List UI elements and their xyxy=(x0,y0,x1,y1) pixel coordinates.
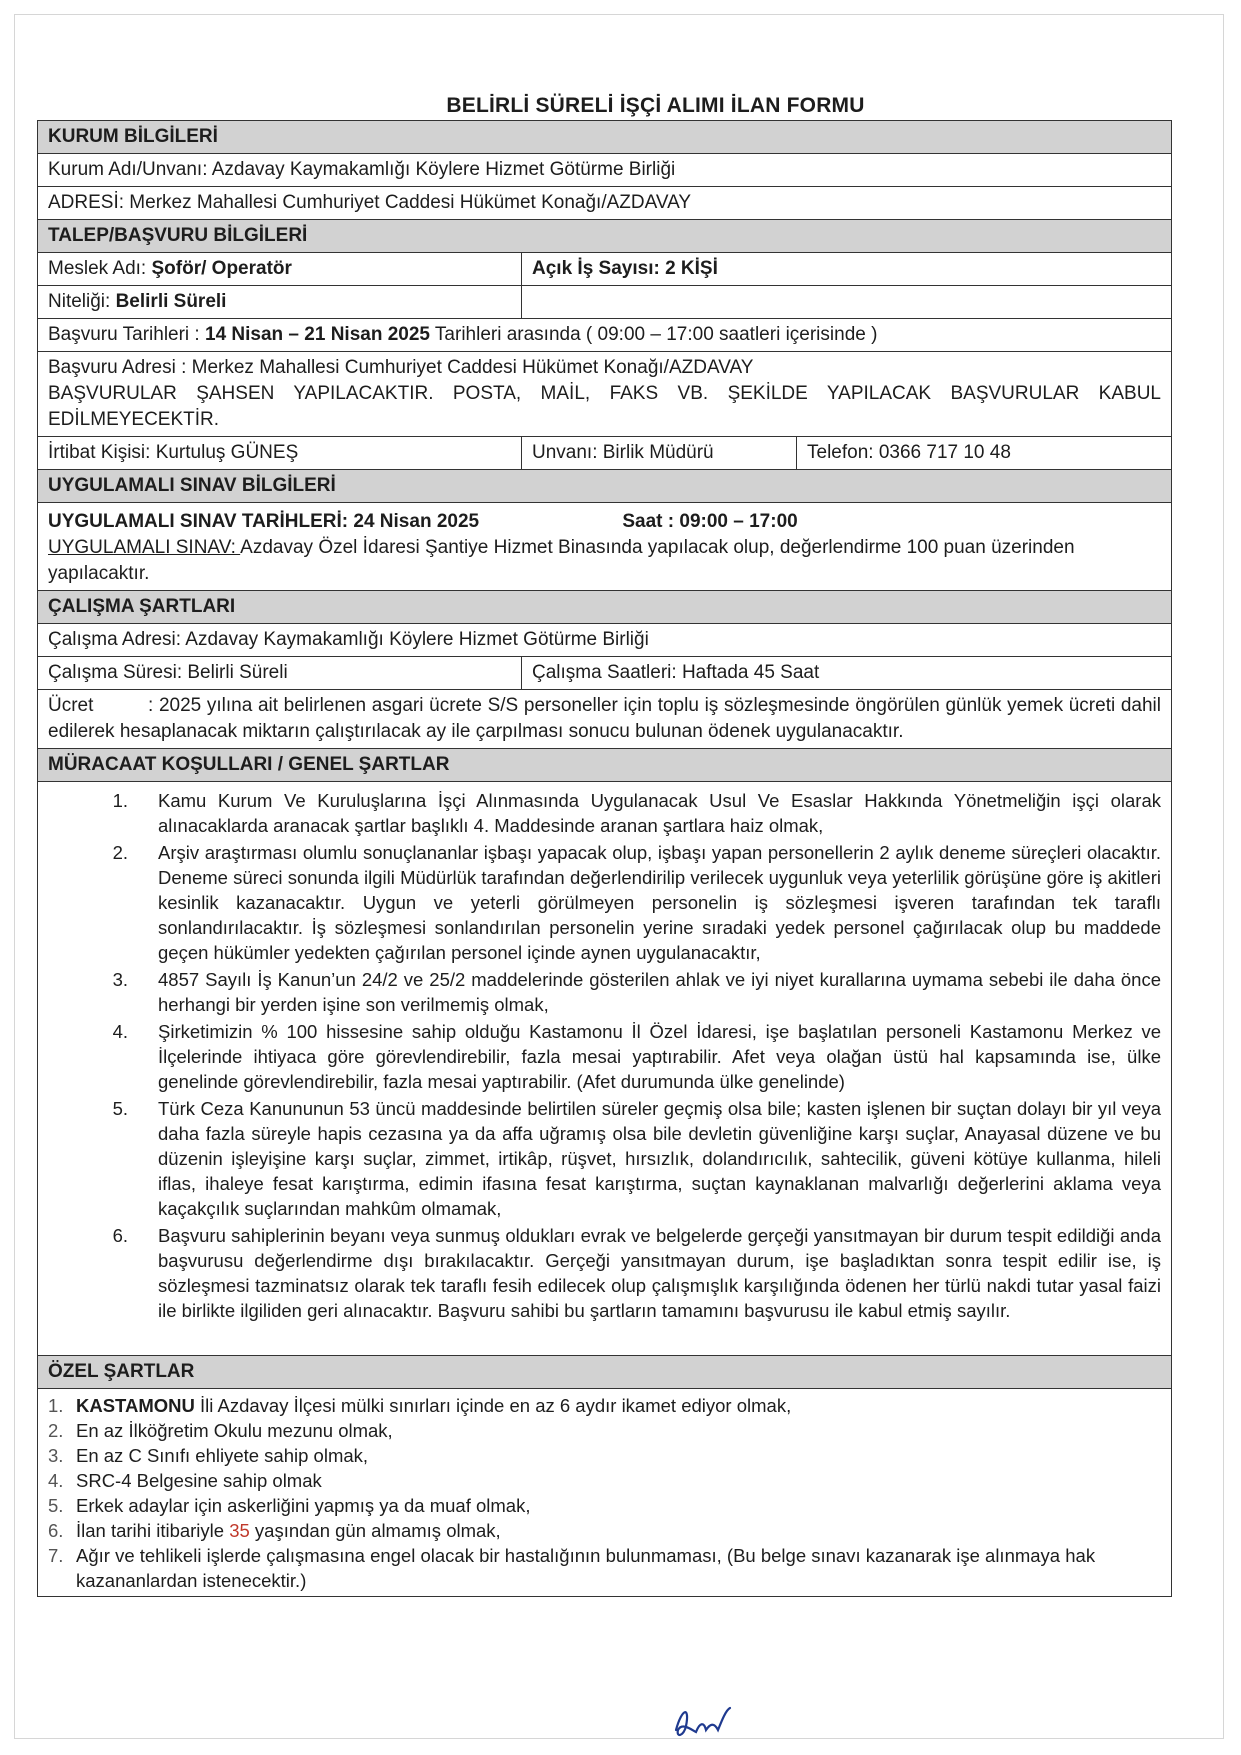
ozel-il: KASTAMONU xyxy=(76,1395,195,1416)
sinav-aciklama-label: UYGULAMALI SINAV: xyxy=(48,537,241,558)
empty-cell xyxy=(522,286,1171,318)
nitelik-cell xyxy=(38,286,522,318)
basvuru-tarihleri xyxy=(37,319,1172,352)
nitelik-row xyxy=(37,286,1172,319)
list-item: 6. Başvuru sahiplerinin beyanı veya sunmuş oldukları evrak ve belgelerde gerçeği yansıtmayan bir durum tespit edildiği anda başvurusu değerlendirme dışı bırakılacaktır. Gerçeği yansıtmayan durum, işe başladıktan sonra tespit edilir ise, iş sözleşmesi tazminatsız olarak tek taraflı fesih edilecek olup çalışmışlık karşılığında ödenen her türlü nakdi tutar yasal faizi ile birlikte ilgiliden geri alınacaktır. Başvuru sahibi bu şartların tamamını başvurusu ile kabul etmiş sayılır. xyxy=(112,1225,1161,1321)
tarih-suffix: Tarihleri arasında ( 09:00 – 17:00 saatleri içerisinde ) xyxy=(429,324,878,345)
list-item: 4. SRC-4 Belgesine sahip olmak xyxy=(48,1470,322,1491)
muracaat-list xyxy=(37,782,1172,1356)
irtibat-kisisi: İrtibat Kişisi: Kurtuluş GÜNEŞ xyxy=(38,437,522,469)
sinav-aciklama-line xyxy=(48,535,1161,587)
calisma-suresi: Çalışma Süresi: Belirli Süreli xyxy=(38,657,522,689)
section-header-sinav: UYGULAMALI SINAV BİLGİLERİ xyxy=(37,470,1172,503)
irtibat-unvan: Unvanı: Birlik Müdürü xyxy=(522,437,797,469)
tarih-label: Başvuru Tarihleri : xyxy=(48,324,205,345)
list-item: 5. Erkek adaylar için askerliğini yapmış ya da muaf olmak, xyxy=(48,1495,531,1516)
list-item: 2. En az İlköğretim Okulu mezunu olmak, xyxy=(48,1420,393,1441)
basvuru-uyari: BAŞVURULAR ŞAHSEN YAPILACAKTIR. POSTA, MAİL, FAKS VB. ŞEKİLDE YAPILACAK BAŞVURULAR KABUL EDİLMEYECEKTİR. xyxy=(48,383,1161,430)
yas-siniri: 35 xyxy=(229,1520,250,1541)
nitelik-value: Belirli Süreli xyxy=(115,291,227,312)
sinav-tarihi: UYGULAMALI SINAV TARİHLERİ: 24 Nisan 2025 xyxy=(48,511,480,532)
basvuru-adresi-block xyxy=(37,352,1172,437)
ucret-row xyxy=(37,690,1172,749)
basvuru-adresi: Başvuru Adresi : Merkez Mahallesi Cumhuriyet Caddesi Hükümet Konağı/AZDAVAY xyxy=(48,357,754,378)
ozel-list xyxy=(37,1389,1172,1597)
sinav-saat: Saat : 09:00 – 17:00 xyxy=(622,511,798,532)
irtibat-telefon: Telefon: 0366 717 10 48 xyxy=(807,442,1011,463)
form-sheet xyxy=(37,120,1172,1597)
list-item: 6. İlan tarihi itibariyle 35 yaşından gün almamış olmak, xyxy=(48,1520,501,1541)
section-header-ozel: ÖZEL ŞARTLAR xyxy=(37,1356,1172,1389)
list-item: 1. KASTAMONU İli Azdavay İlçesi mülki sınırları içinde en az 6 aydır ikamet ediyor olmak, xyxy=(48,1395,792,1416)
section-header-muracaat: MÜRACAAT KOŞULLARI / GENEL ŞARTLAR xyxy=(37,749,1172,782)
ucret-text: : 2025 yılına ait belirlenen asgari ücrete S/S personeller için toplu iş sözleşmesinde öngörülen günlük yemek ücreti dahil edilerek hesaplanacak miktarın çalıştırılacak ay ile çarpılması sonucu bulunan ödenek uygulanacaktır. xyxy=(48,695,1161,742)
section-header-talep: TALEP/BAŞVURU BİLGİLERİ xyxy=(37,220,1172,253)
nitelik-label: Niteliği: xyxy=(48,291,116,312)
list-item: 3. En az C Sınıfı ehliyete sahip olmak, xyxy=(48,1445,369,1466)
irtibat-row xyxy=(37,437,1172,470)
meslek-label: Meslek Adı: xyxy=(48,258,152,279)
list-item: 2. Arşiv araştırması olumlu sonuçlananlar işbaşı yapacak olup, işbaşı yapan personellerin 2 aylık deneme süreçleri olacaktır. Deneme süreci sonunda ilgili Müdürlük tarafından değerlendirilip verilecek uygunluk veya yeterlilik görüşüne göre iş akitleri kesinlik kazanacaktır. Uygun ve yeterli görülmeyen personelin iş sözleşmesi işveren tarafından tek taraflı sonlandırılacaktır. İş sözleşmesi sonlandırılan personelin yerine sıradaki yedek personel çağırılacak olup bu maddede geçen hükümler yedekten çağırılan personel içinde aynen uygulanacaktır, xyxy=(112,842,1161,963)
section-header-calisma: ÇALIŞMA ŞARTLARI xyxy=(37,591,1172,624)
meslek-cell xyxy=(38,253,522,285)
list-item: 5. Türk Ceza Kanununun 53 üncü maddesinde belirtilen süreler geçmiş olsa bile; kasten işlenen bir suçtan dolayı bir yıl veya daha fazla süreyle hapis cezasına ya da affa uğramış olsa bile devletin güvenliğine karşı suçlar, Anayasal düzene ve bu düzenin işleyişine karşı suçlar, zimmet, irtikâp, rüşvet, hırsızlık, dolandırıcılık, sahtecilik, güveni kötüye kullanma, hileli iflas, ihaleye fesat karıştırma, edimin ifasına fesat karıştırma, suçtan kaynaklanan malvarlığı değerlerini aklama veya kaçakçılık suçlarından mahkûm olmamak, xyxy=(112,1098,1161,1219)
meslek-row xyxy=(37,253,1172,286)
acik-is-sayisi: Açık İş Sayısı: 2 KİŞİ xyxy=(532,258,718,279)
sinav-block xyxy=(37,503,1172,591)
calisma-adresi: Çalışma Adresi: Azdavay Kaymakamlığı Köylere Hizmet Götürme Birliği xyxy=(37,624,1172,657)
acik-is-cell xyxy=(522,253,1171,285)
list-item: 3. 4857 Sayılı İş Kanun’un 24/2 ve 25/2 maddelerinde gösterilen ahlak ve iyi niyet kurallarına uymama sebebi ile daha önce herhangi bir yerden işine son verilmemiş olmak, xyxy=(112,969,1161,1015)
calisma-saatleri: Çalışma Saatleri: Haftada 45 Saat xyxy=(532,662,820,683)
list-item: 1. Kamu Kurum Ve Kuruluşlarına İşçi Alınmasında Uygulanacak Usul Ve Esaslar Hakkında Yönetmeliğin işçi olarak alınacaklarda aranacak şartlar başlıklı 4. Maddesinde aranan şartlara haiz olmak, xyxy=(112,790,1161,836)
kurum-adi: Kurum Adı/Unvanı: Azdavay Kaymakamlığı Köylere Hizmet Götürme Birliği xyxy=(37,154,1172,187)
signature-mark xyxy=(668,1700,748,1744)
document-title: BELİRLİ SÜRELİ İŞÇİ ALIMI İLAN FORMU xyxy=(446,94,865,117)
kurum-adres: ADRESİ: Merkez Mahallesi Cumhuriyet Caddesi Hükümet Konağı/AZDAVAY xyxy=(37,187,1172,220)
sinav-aciklama: Azdavay Özel İdaresi Şantiye Hizmet Binasında yapılacak olup, değerlendirme 100 puan üzerinden yapılacaktır. xyxy=(48,537,1075,584)
section-header-kurum: KURUM BİLGİLERİ xyxy=(37,120,1172,154)
tarih-value: 14 Nisan – 21 Nisan 2025 xyxy=(205,324,430,345)
list-item: 7. Ağır ve tehlikeli işlerde çalışmasına engel olacak bir hastalığının bulunmaması, (Bu belge sınavı kazanarak işe alınmaya hak kazananlardan istenecektir.) xyxy=(48,1545,1096,1591)
ucret-label: Ücret xyxy=(48,695,94,716)
sinav-tarih-line xyxy=(48,509,1161,535)
meslek-value: Şoför/ Operatör xyxy=(151,258,292,279)
list-item: 4. Şirketimizin % 100 hissesine sahip olduğu Kastamonu İl Özel İdaresi, işe başlatılan personeli Kastamonu Merkez ve İlçelerinde ihtiyaca göre görevlendirebilir, fazla mesai yaptırabilir. Afet veya olağan üstü hal kapsamında ise, ülke genelinde görevlendirebilir, fazla mesai yaptırabilir. (Afet durumunda ülke genelinde) xyxy=(112,1021,1161,1092)
calisma-sure-row xyxy=(37,657,1172,690)
